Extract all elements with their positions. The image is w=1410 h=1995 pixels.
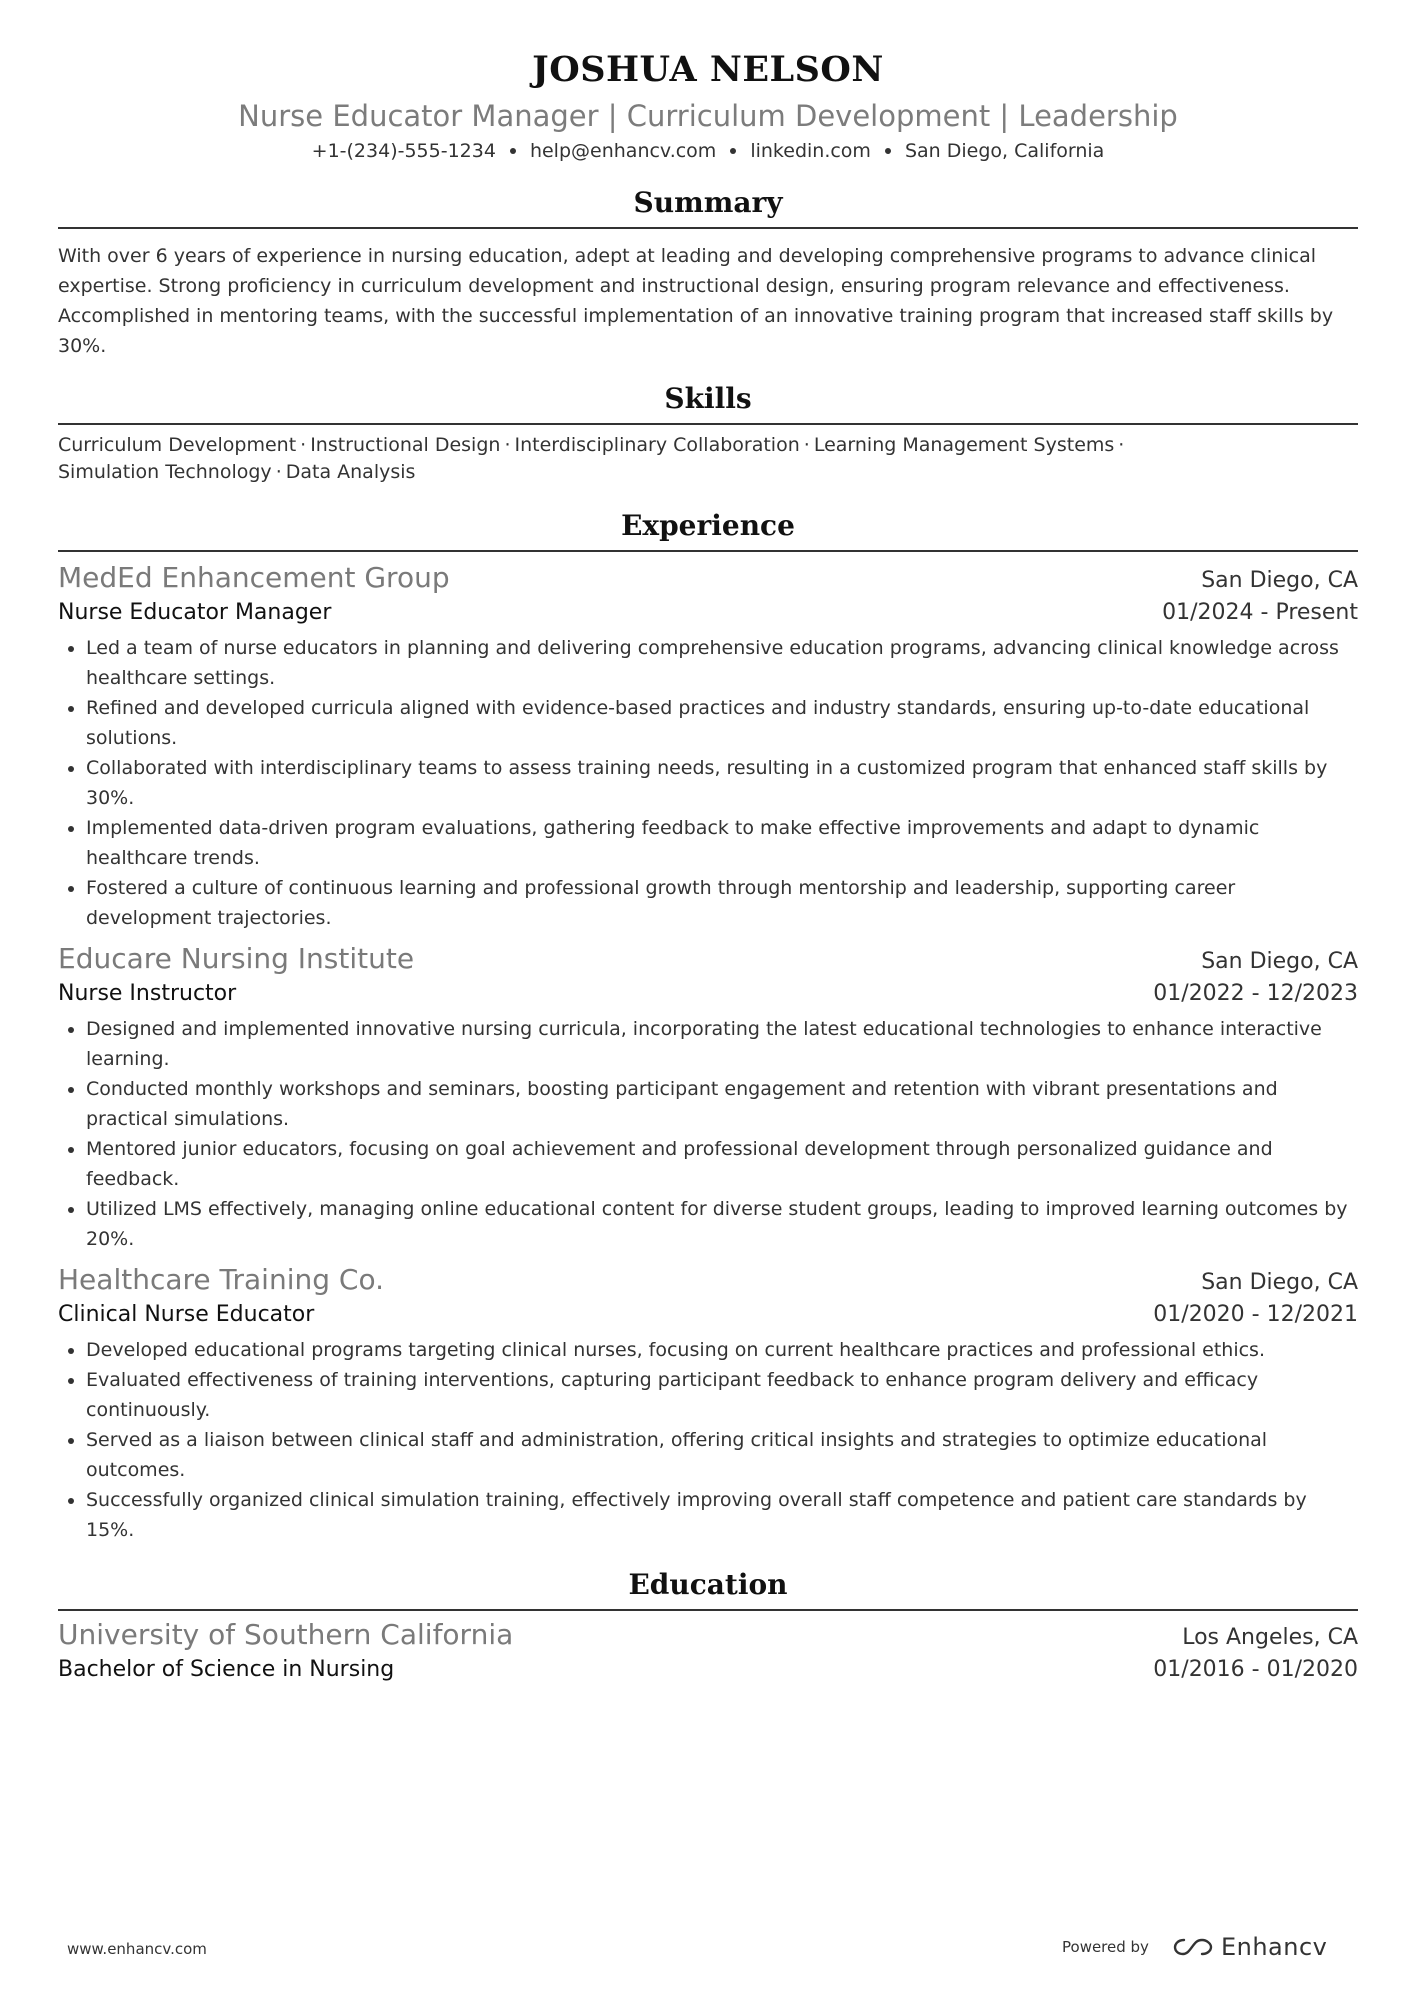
bullet-item: • Designed and implemented innovative nursing curricula, incorporating the latest educational technologies to enhance interactive learning. [86,1014,1358,1074]
candidate-name: JOSHUA NELSON [532,49,884,90]
job-title: Nurse Instructor [58,981,237,1006]
skill-item: Instructional Design [310,434,501,456]
bullet-item: • Implemented data-driven program evaluations, gathering feedback to make effective improvements and adapt to dynamic healthcare trends. [86,813,1358,873]
skill-item: Learning Management Systems [813,434,1115,456]
separator-dot [510,148,516,154]
section-title-skills: Skills [664,382,752,415]
phone: +1-(234)-555-1234 [311,140,496,162]
job-bullets [58,1014,1358,1254]
job-location: San Diego, CA [1201,568,1358,593]
brand-link[interactable] [1173,1933,1327,1961]
bullet-item: • Collaborated with interdisciplinary teams to assess training needs, resulting in a customized program that enhanced staff skills by 30%. [86,753,1358,813]
section-divider [58,227,1358,229]
skill-item: Simulation Technology [58,461,272,483]
company-name: MedEd Enhancement Group [58,561,450,594]
company-name: Healthcare Training Co. [58,1263,384,1296]
section-title-summary: Summary [633,186,783,219]
section-title-experience: Experience [621,509,795,542]
separator-dot [730,148,736,154]
section-divider [58,550,1358,552]
headline: Nurse Educator Manager | Curriculum Development | Leadership [238,99,1178,133]
bullet-item: • Utilized LMS effectively, managing online educational content for diverse student groups, leading to improved learning outcomes by 20%. [86,1194,1358,1254]
job-location: San Diego, CA [1201,949,1358,974]
job-dates: 01/2022 - 12/2023 [1153,981,1358,1006]
enhancv-logo-icon [1173,1936,1213,1958]
bullet-item: • Served as a liaison between clinical staff and administration, offering critical insights and strategies to optimize educational outcomes. [86,1425,1358,1485]
job-location: San Diego, CA [1201,1270,1358,1295]
job-entry [58,941,1358,1254]
job-dates: 01/2024 - Present [1162,600,1358,625]
skills-section [58,381,1358,486]
job-entry [58,1262,1358,1545]
bullet-item: • Mentored junior educators, focusing on goal achievement and professional development through personalized guidance and feedback. [86,1134,1358,1194]
job-bullets [58,633,1358,933]
bullet-item: • Developed educational programs targeting clinical nurses, focusing on current healthcare practices and professional ethics. [86,1335,1358,1365]
bullet-item: • Conducted monthly workshops and seminars, boosting participant engagement and retention with vibrant presentations and practical simulations. [86,1074,1358,1134]
bullet-item: • Successfully organized clinical simulation training, effectively improving overall staff competence and patient care standards by 15%. [86,1485,1358,1545]
school-location: Los Angeles, CA [1182,1625,1358,1650]
job-dates: 01/2020 - 12/2021 [1153,1302,1358,1327]
contact-line [58,137,1358,165]
job-title: Nurse Educator Manager [58,600,332,625]
skill-item: Interdisciplinary Collaboration [514,434,800,456]
resume-page [58,44,1358,1686]
skills-list: Curriculum Development · Instructional Design · Interdisciplinary Collaboration · Learning Management Systems · Simulation Technology · Data Analysis [58,434,1125,483]
section-title-education: Education [628,1568,788,1601]
footer-website-link[interactable]: www.enhancv.com [67,1940,207,1958]
summary-section [58,185,1358,361]
experience-section [58,508,1358,1545]
linkedin-link[interactable]: linkedin.com [750,140,871,162]
separator-dot [885,148,891,154]
footer-brand [1062,1933,1327,1961]
skill-item: Curriculum Development [58,434,297,456]
education-entry [58,1617,1358,1686]
bullet-item: • Evaluated effectiveness of training interventions, capturing participant feedback to enhance program delivery and efficacy continuously. [86,1365,1358,1425]
education-section [58,1567,1358,1686]
company-name: Educare Nursing Institute [58,942,415,975]
job-entry [58,560,1358,933]
school-name: University of Southern California [58,1618,514,1651]
education-dates: 01/2016 - 01/2020 [1153,1657,1358,1682]
job-title: Clinical Nurse Educator [58,1302,315,1327]
degree: Bachelor of Science in Nursing [58,1657,395,1682]
summary-text: With over 6 years of experience in nursing education, adept at leading and developing comprehensive programs to advance clinical expertise. Strong proficiency in curriculum development and instructional design, ensuring program relevance and effectiveness. Accomplished in mentoring teams, with the successful implementation of an innovative training program that increased staff skills by 30%. [58,245,1334,357]
skill-item: Data Analysis [285,461,416,483]
bullet-item: • Led a team of nurse educators in planning and delivering comprehensive education programs, advancing clinical knowledge across healthcare settings. [86,633,1358,693]
section-divider [58,1609,1358,1611]
powered-by-label: Powered by [1062,1938,1149,1956]
job-bullets [58,1335,1358,1545]
brand-name: Enhancv [1220,1933,1328,1961]
bullet-item: • Refined and developed curricula aligned with evidence-based practices and industry standards, ensuring up-to-date educational solutions. [86,693,1358,753]
email-link[interactable]: help@enhancv.com [529,140,717,162]
location: San Diego, California [904,140,1105,162]
bullet-item: • Fostered a culture of continuous learning and professional growth through mentorship and leadership, supporting career development trajectories. [86,873,1358,933]
section-divider [58,423,1358,425]
